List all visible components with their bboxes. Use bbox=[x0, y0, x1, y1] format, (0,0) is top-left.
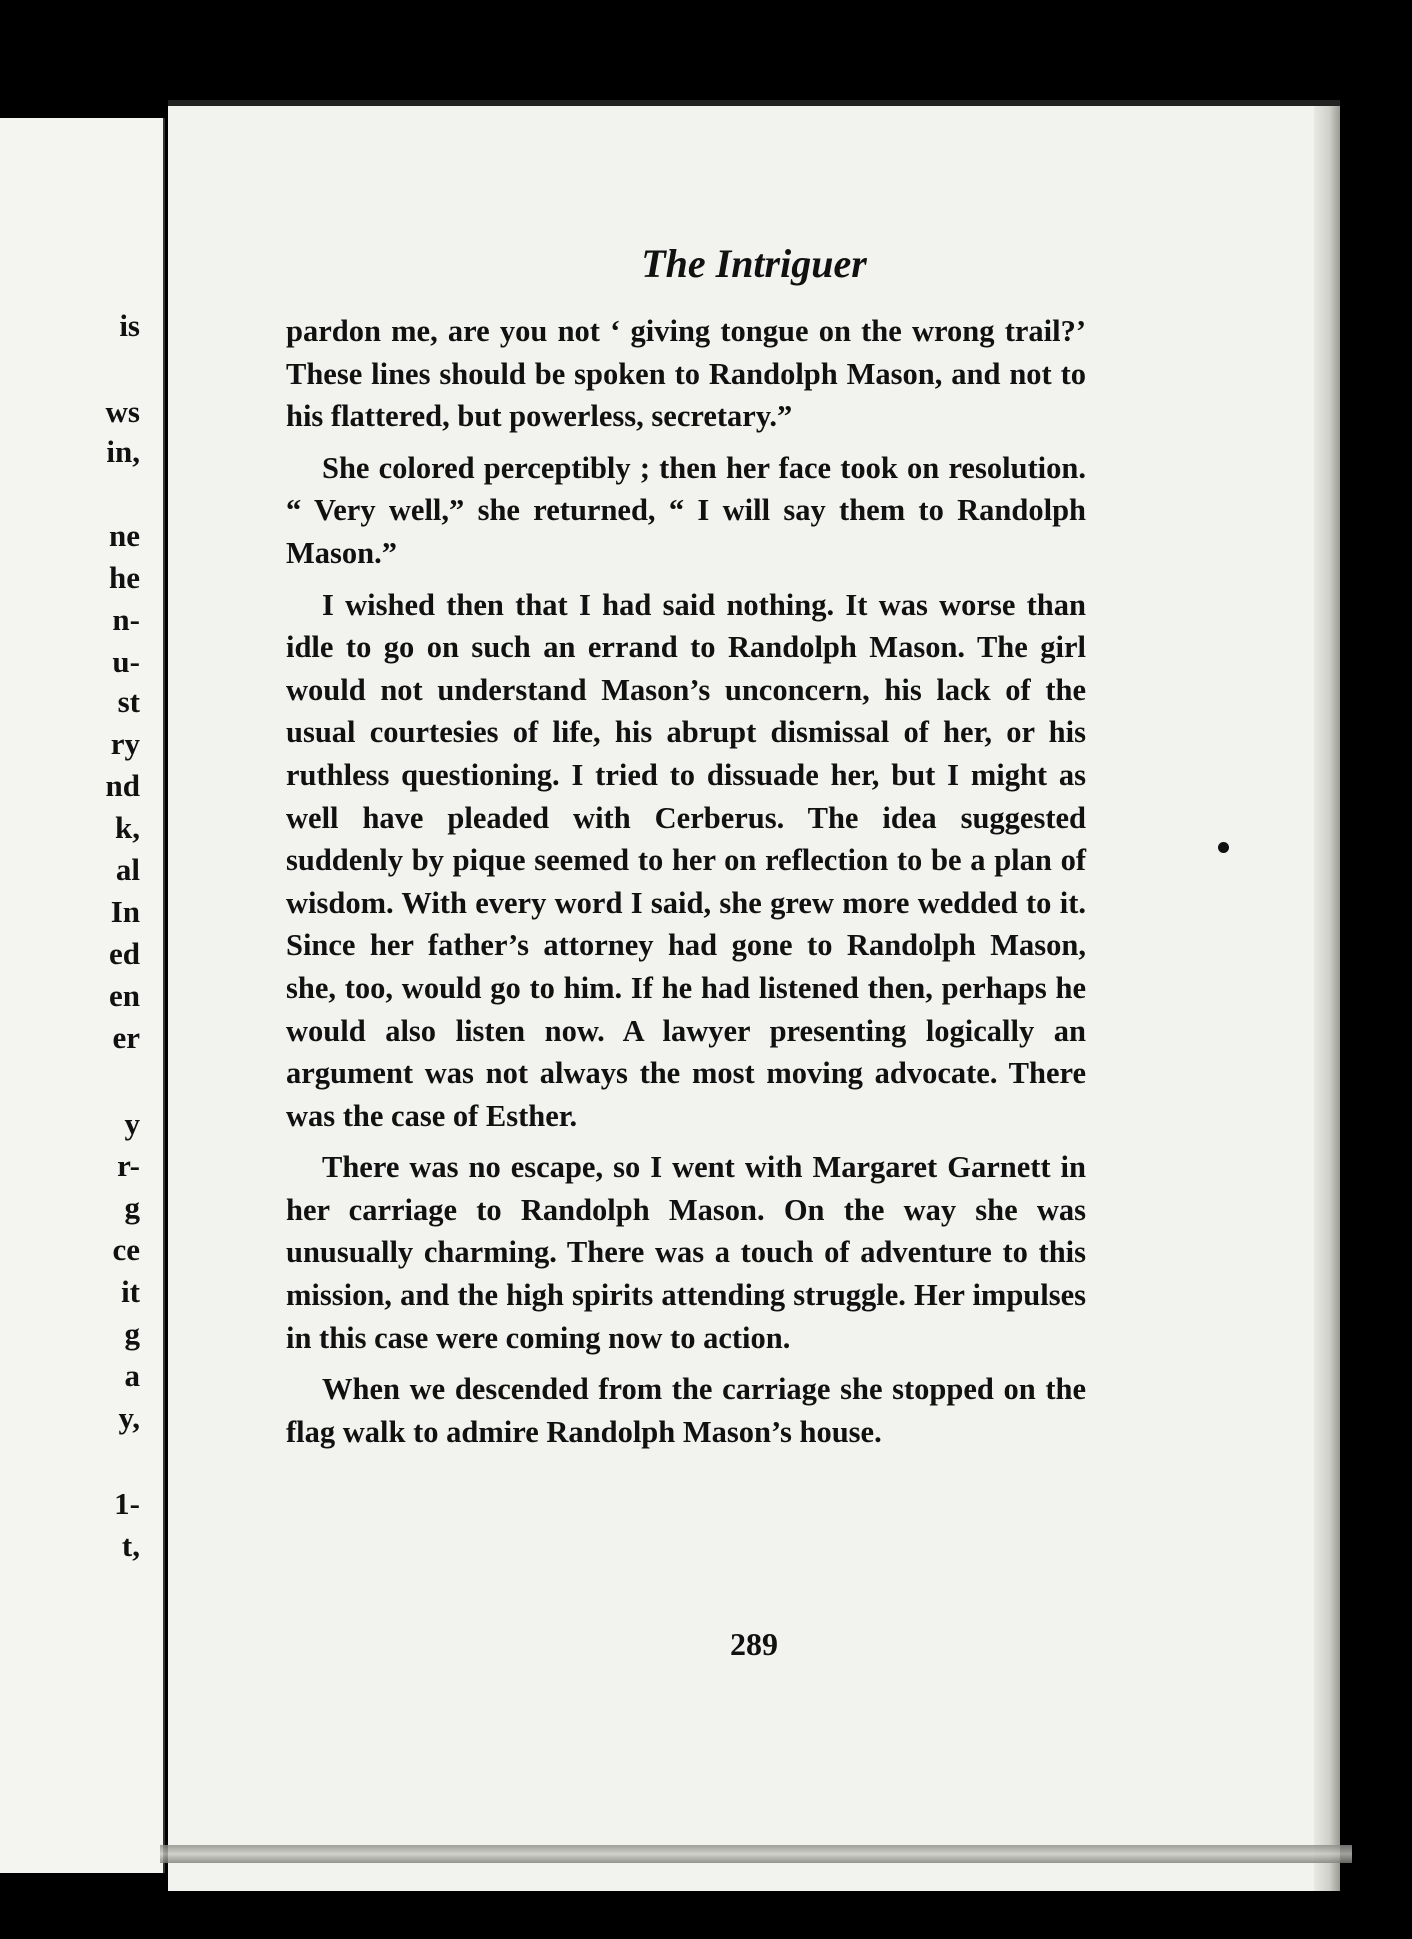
line-fragment: it bbox=[121, 1274, 140, 1309]
line-fragment: r- bbox=[117, 1148, 140, 1183]
line-fragment: g bbox=[124, 1190, 140, 1225]
book-page bbox=[168, 100, 1340, 1891]
line-fragment: he bbox=[109, 560, 140, 595]
paragraph: When we descended from the carriage she stopped on the flag walk to admire Randolph Mason’s house. bbox=[286, 1372, 1086, 1449]
line-fragment: nd bbox=[105, 768, 140, 803]
line-fragment: is bbox=[119, 308, 140, 343]
line-fragment: ne bbox=[109, 518, 140, 553]
line-fragment: g bbox=[124, 1316, 140, 1351]
left-page-edge bbox=[0, 118, 165, 1873]
line-fragment: y, bbox=[118, 1400, 140, 1435]
page-stack-edge bbox=[160, 1845, 1352, 1863]
ink-speck bbox=[1218, 842, 1229, 853]
page-number: 289 bbox=[730, 1626, 778, 1662]
paragraph: There was no escape, so I went with Margaret Garnett in her carriage to Randolph Mason. On the way she was unusually charming. There was a touch of adventure to this mission, and the high spirits attending struggle. Her impulses in this case were coming now to action. bbox=[286, 1150, 1086, 1355]
line-fragment: y bbox=[124, 1106, 140, 1141]
running-head: The Intriguer bbox=[641, 241, 867, 286]
line-fragment: st bbox=[117, 684, 140, 719]
paragraph: pardon me, are you not ‘ giving tongue on the wrong trail?’ These lines should be spoken to Randolph Mason, and not to his flattered, but powerless, secretary.” bbox=[286, 314, 1086, 434]
line-fragment: 1- bbox=[114, 1486, 140, 1521]
line-fragment: en bbox=[109, 978, 140, 1013]
line-fragment: In bbox=[110, 894, 140, 929]
line-fragment: er bbox=[112, 1020, 140, 1055]
line-fragment: ce bbox=[112, 1232, 140, 1267]
paragraph: I wished then that I had said nothing. It was worse than idle to go on such an errand to Randolph Mason. The girl would not understand Mason’s unconcern, his lack of the usual courtesies of life, his abrupt dismissal of her, or his ruthless questioning. I tried to dissuade her, but I might as well have pleaded with Cerberus. The idea suggested suddenly by pique seemed to her on reflection to be a plan of wisdom. With every word I said, she grew more wedded to it. Since her father’s attorney had gone to Randolph Mason, she, too, would go to him. If he had listened then, perhaps he would also listen now. A lawyer presenting logically an argument was not always the most moving advocate. There was the case of Esther. bbox=[286, 587, 1086, 1133]
left-page-line-fragments bbox=[0, 118, 140, 1873]
line-fragment: ed bbox=[109, 936, 140, 971]
line-fragment: n- bbox=[112, 602, 140, 637]
line-fragment: al bbox=[115, 852, 140, 887]
line-fragment: a bbox=[124, 1358, 140, 1393]
line-fragment: k, bbox=[115, 810, 140, 845]
line-fragment: in, bbox=[106, 434, 140, 469]
line-fragment: u- bbox=[112, 644, 140, 679]
line-fragment: t, bbox=[121, 1528, 140, 1563]
body-text bbox=[286, 310, 1086, 1462]
line-fragment: ry bbox=[110, 726, 140, 761]
line-fragment: ws bbox=[105, 394, 140, 429]
paragraph: She colored perceptibly ; then her face took on resolution. “ Very well,” she returned, “ I will say them to Randolph Mason.” bbox=[286, 450, 1086, 570]
